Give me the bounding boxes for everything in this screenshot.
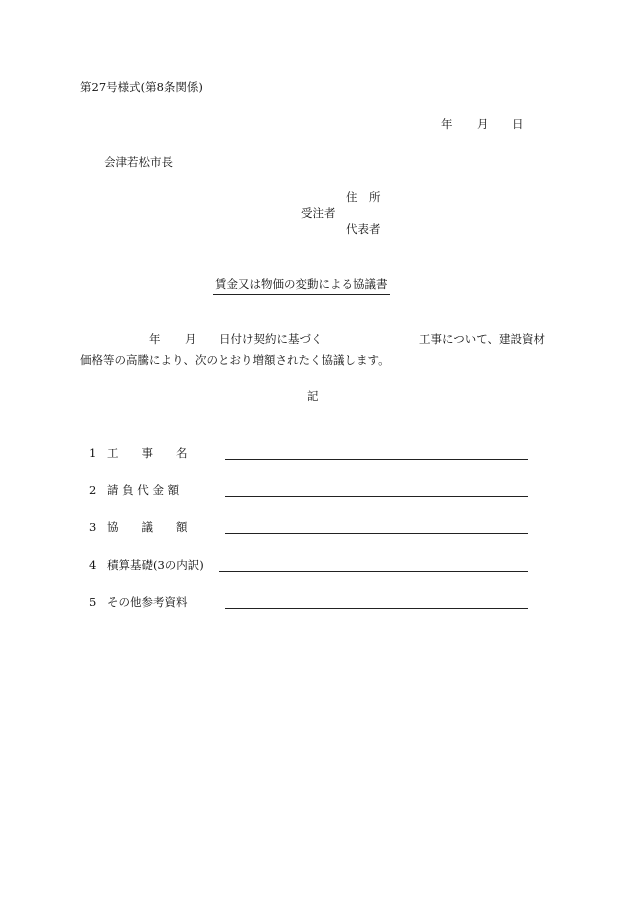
- item-label-construction-name: 工 事 名: [107, 446, 188, 460]
- negotiation-amount-blank-line: [225, 533, 528, 534]
- body-line2: 価格等の高騰により、次のとおり増額されたく協議します。: [80, 353, 390, 367]
- body-month-label: 月: [185, 332, 197, 346]
- date-month-label: 月: [477, 117, 489, 131]
- body-line1-mid: 日付け契約に基づく: [219, 332, 323, 346]
- item-number: 2: [89, 483, 97, 497]
- item-number: 5: [89, 595, 97, 609]
- contractor-label: 受注者: [301, 206, 336, 220]
- contract-amount-blank-line: [225, 496, 528, 497]
- ki-heading: 記: [307, 389, 319, 403]
- item-label-negotiation-amount: 協 議 額: [107, 520, 188, 534]
- document-title: 賃金又は物価の変動による協議書: [213, 279, 390, 295]
- construction-name-blank-line: [225, 459, 528, 460]
- address-label: 住 所: [346, 190, 381, 204]
- item-number: 1: [89, 446, 97, 460]
- addressee: 会津若松市長: [104, 155, 173, 169]
- date-year-label: 年: [441, 117, 453, 131]
- date-day-label: 日: [512, 117, 524, 131]
- item-number: 4: [89, 558, 97, 572]
- estimate-basis-blank-line: [219, 571, 528, 572]
- body-year-label: 年: [149, 332, 161, 346]
- representative-label: 代表者: [346, 222, 381, 236]
- item-number: 3: [89, 520, 97, 534]
- form-number: 第27号様式(第8条関係): [80, 80, 203, 94]
- body-line1-end: 工事について、建設資材: [419, 332, 546, 346]
- item-label-estimate-basis: 積算基礎(3の内訳): [107, 558, 204, 572]
- reference-materials-blank-line: [225, 608, 528, 609]
- item-label-contract-amount: 請 負 代 金 額: [107, 483, 180, 497]
- item-label-reference-materials: その他参考資料: [107, 595, 188, 609]
